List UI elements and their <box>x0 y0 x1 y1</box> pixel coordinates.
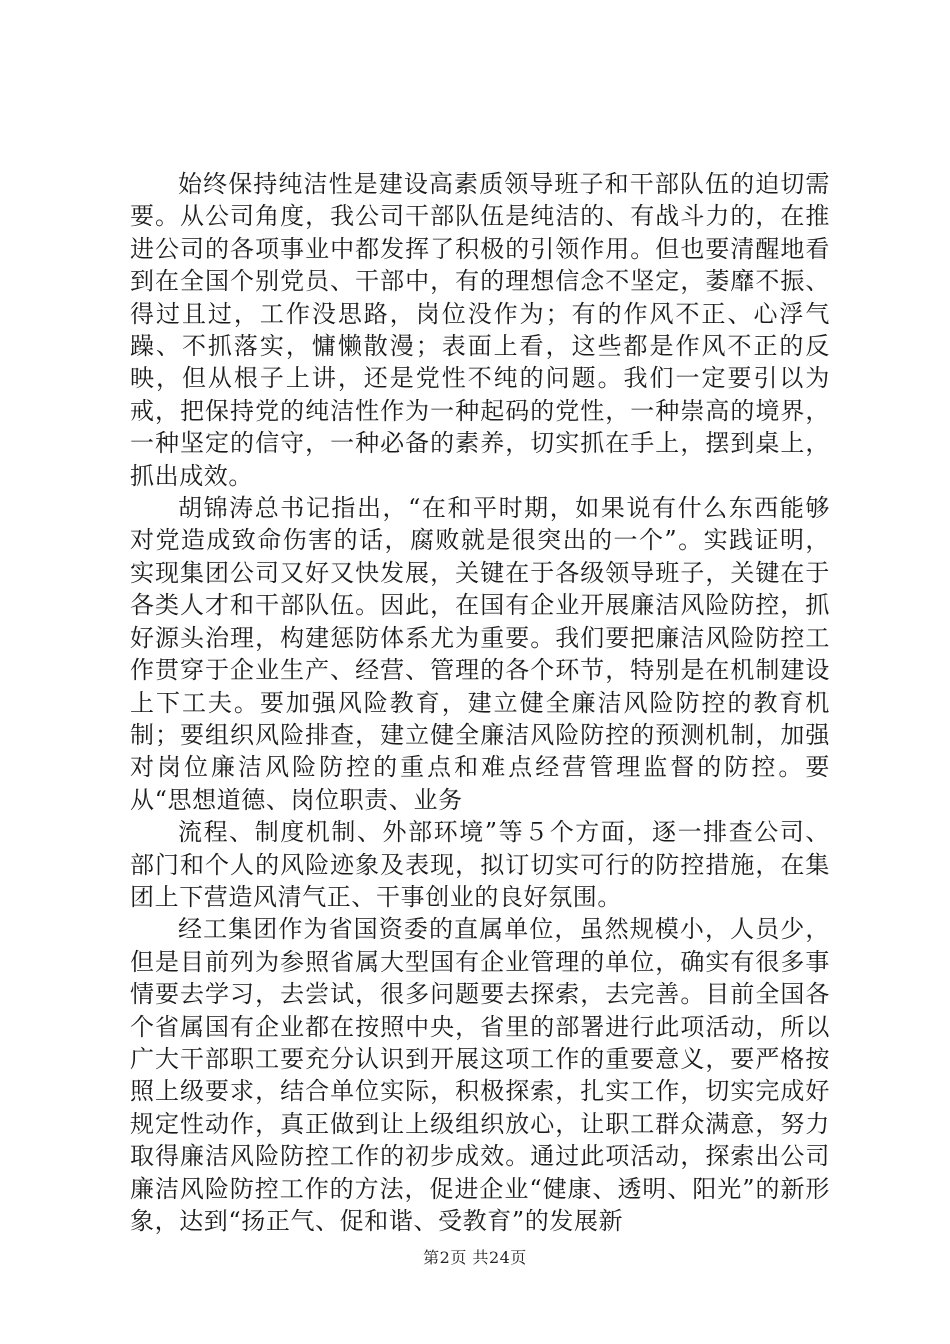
document-body <box>130 168 830 1237</box>
paragraph-4: 经工集团作为省国资委的直属单位，虽然规模小，人员少，但是目前列为参照省属大型国有企业管理的单位，确实有很多事情要去学习，去尝试，很多问题要去探索，去完善。目前全国各个省属国有企业都在按照中央，省里的部署进行此项活动，所以广大干部职工要充分认识到开展这项工作的重要意义，要严格按照上级要求，结合单位实际，积极探索，扎实工作，切实完成好规定性动作，真正做到让上级组织放心，让职工群众满意，努力取得廉洁风险防控工作的初步成效。通过此项活动，探索出公司廉洁风险防控工作的方法，促进企业“健康、透明、阳光”的新形象，达到“扬正气、促和谐、受教育”的发展新 <box>130 915 830 1235</box>
paragraph-1: 始终保持纯洁性是建设高素质领导班子和干部队伍的迫切需要。从公司角度，我公司干部队伍是纯洁的、有战斗力的，在推进公司的各项事业中都发挥了积极的引领作用。但也要清醒地看到在全国个别党员、干部中，有的理想信念不坚定，萎靡不振、得过且过，工作没思路，岗位没作为；有的作风不正、心浮气躁、不抓落实，慵懒散漫；表面上看，这些都是作风不正的反映，但从根子上讲，还是党性不纯的问题。我们一定要引以为戒，把保持党的纯洁性作为一种起码的党性，一种崇高的境界，一种坚定的信守，一种必备的素养，切实抓在手上，摆到桌上，抓出成效。 <box>130 170 830 490</box>
paragraph-3: 流程、制度机制、外部环境”等５个方面，逐一排查公司、部门和个人的风险迹象及表现，拟订切实可行的防控措施，在集团上下营造风清气正、干事创业的良好氛围。 <box>130 818 830 911</box>
page-number-footer: 第2页 共24页 <box>423 1248 527 1267</box>
paragraph-2: 胡锦涛总书记指出，“在和平时期，如果说有什么东西能够对党造成致命伤害的话，腐败就是很突出的一个”。实践证明，实现集团公司又好又快发展，关键在于各级领导班子，关键在于各类人才和干部队伍。因此，在国有企业开展廉洁风险防控，抓好源头治理，构建惩防体系尤为重要。我们要把廉洁风险防控工作贯穿于企业生产、经营、管理的各个环节，特别是在机制建设上下工夫。要加强风险教育，建立健全廉洁风险防控的教育机制；要组织风险排查，建立健全廉洁风险防控的预测机制，加强对岗位廉洁风险防控的重点和难点经营管理监督的防控。要从“思想道德、岗位职责、业务 <box>130 494 830 814</box>
